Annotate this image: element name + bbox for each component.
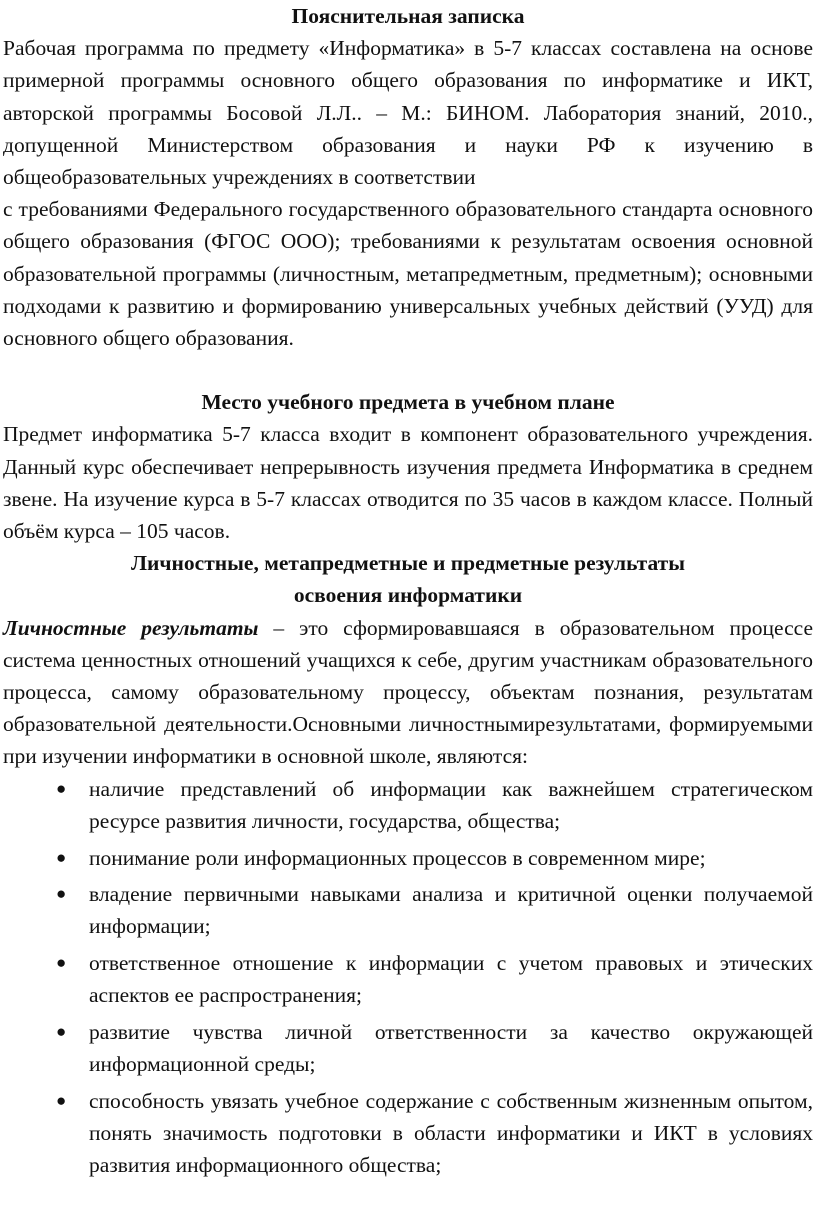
personal-results-text: – это сформировавшаяся в образовательном процессе система ценностных отношений учащихся к себе, другим участникам образовательного процесса, самому образовательному процессу, объектам познания, результатам образовательной деятельности.Основными личностнымирезультатами, формируемыми при изучении информатики в основной школе, являются: — [3, 615, 814, 769]
explanatory-note-title: Пояснительная записка — [291, 4, 525, 28]
results-title-line-2: освоения информатики — [293, 583, 523, 608]
list-item-text: способность увязать учебное содержание с собственным жизненным опытом, понять значимость подготовки в области информатики и ИКТ в условиях развития информационного общества; — [89, 1089, 813, 1178]
list-item — [56, 1016, 813, 1080]
personal-results-list — [3, 773, 813, 1182]
list-item — [56, 842, 813, 874]
intro-paragraph-1: Рабочая программа по предмету «Информатика» в 5-7 классах составлена на основе примерной программы основного общего образования по информатике и ИКТ, авторской программы Босовой Л.Л.. – М.: БИНОМ. Лаборатория знаний, 2010., допущенной Министерством образования и науки РФ к изучению в общеобразовательных учреждениях в соответствии — [3, 36, 813, 190]
section-spacer — [3, 354, 813, 386]
bullet-icon: ● — [56, 884, 67, 904]
bullet-icon: ● — [56, 778, 67, 798]
personal-results-paragraph — [3, 612, 813, 773]
intro-paragraph-2: с требованиями Федерального государственного образовательного стандарта основного общего образования (ФГОС ООО); требованиями к результатам освоения основной образовательной программы (личностным, метапредметным, предметным); основными подходами к развитию и формированию универсальных учебных действий (УУД) для основного общего образования. — [3, 197, 813, 351]
curriculum-place-title: Место учебного предмета в учебном плане — [201, 390, 615, 415]
list-item-text: понимание роли информационных процессов в современном мире; — [89, 845, 706, 870]
bullet-icon: ● — [56, 847, 67, 867]
curriculum-place-paragraph: Предмет информатика 5-7 класса входит в компонент образовательного учреждения. Данный курс обеспечивает непрерывность изучения предмета Информатика в среднем звене. На изучение курса в 5-7 классах отводится по 35 часов в каждом классе. Полный объём курса – 105 часов. — [3, 422, 813, 544]
list-item — [56, 1085, 813, 1182]
bullet-icon: ● — [56, 1091, 67, 1110]
list-item-text: наличие представлений об информации как важнейшем стратегическом ресурсе развития личности, государства, общества; — [89, 776, 813, 833]
list-item-text: развитие чувства личной ответственности за качество окружающей информационной среды; — [89, 1020, 813, 1077]
results-title-line-1: Личностные, метапредметные и предметные результаты — [130, 551, 685, 576]
personal-results-term: Личностные результаты — [3, 615, 259, 640]
list-item — [56, 947, 813, 1011]
bullet-icon: ● — [56, 1022, 67, 1042]
list-item — [56, 878, 813, 942]
list-item-text: ответственное отношение к информации с учетом правовых и этических аспектов ее распространения; — [89, 951, 813, 1008]
bullet-icon: ● — [56, 953, 67, 973]
list-item — [56, 773, 813, 837]
list-item-text: владение первичными навыками анализа и критичной оценки получаемой информации; — [89, 882, 813, 939]
